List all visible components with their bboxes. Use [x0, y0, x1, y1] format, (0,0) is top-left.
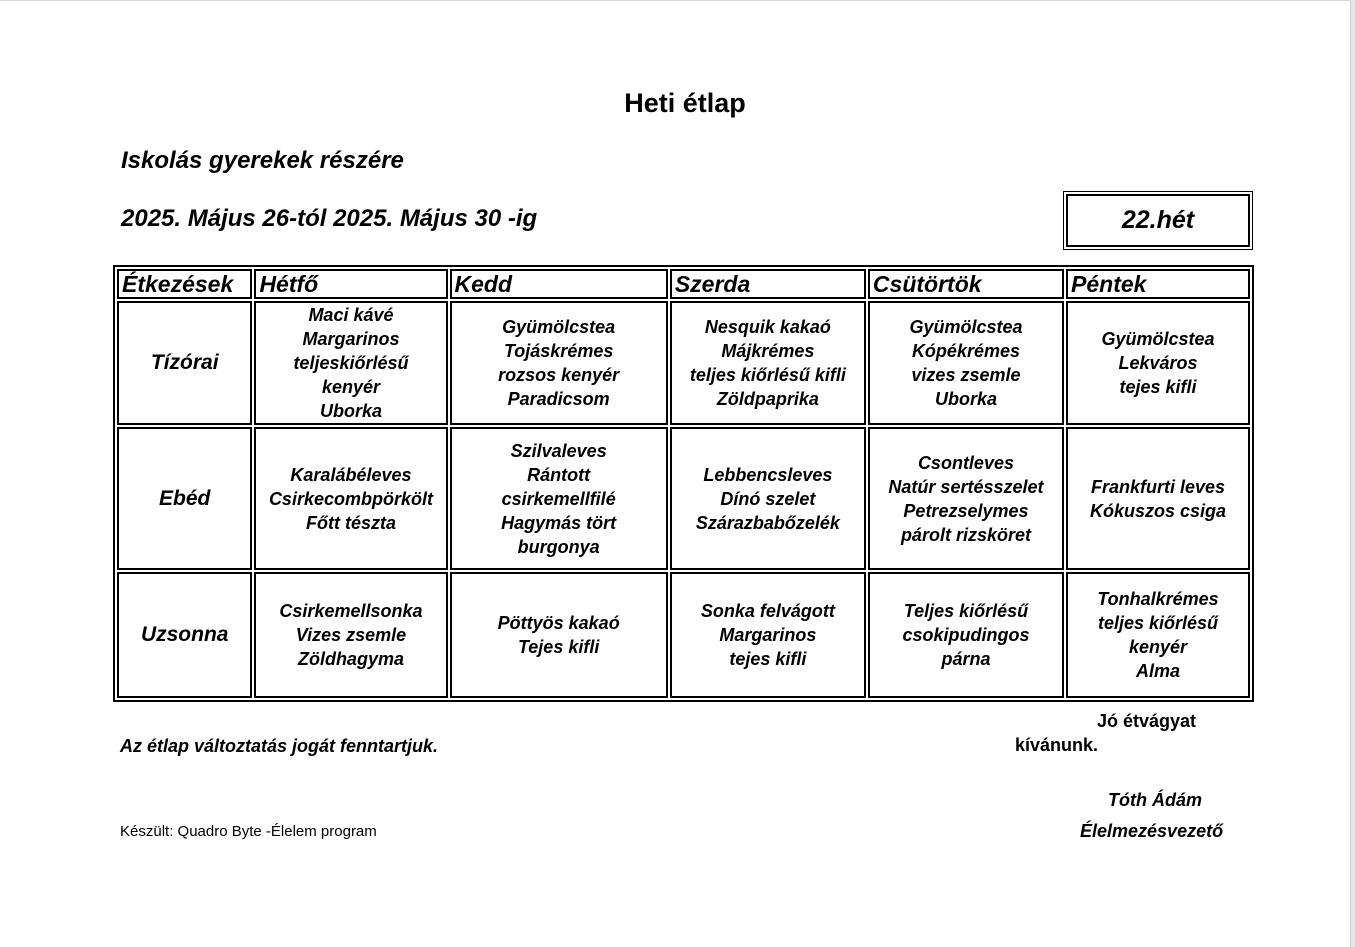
page-right-edge	[1350, 0, 1355, 947]
header-monday: Hétfő	[254, 269, 447, 299]
dish-line: Gyümölcstea	[502, 317, 616, 337]
dish-line: teljes kiőrlésű	[1097, 613, 1219, 633]
dish-line: Dínó szelet	[720, 488, 816, 509]
dish-line: Kókuszos csiga	[1089, 500, 1227, 521]
dish-line: Gyümölcstea	[1101, 329, 1215, 349]
dish-line: Lebbencsleves	[703, 464, 833, 485]
dish-line: Tojáskrémes	[503, 341, 614, 361]
date-range: 2025. Május 26-tól 2025. Május 30 -ig	[121, 205, 538, 232]
software-credit: Készült: Quadro Byte -Élelem program	[120, 823, 377, 840]
menu-cell-friday	[1066, 301, 1250, 425]
menu-cell-tuesday	[450, 427, 668, 570]
wish-line-2: kívánunk.	[1015, 735, 1099, 755]
menu-cell-thursday	[868, 427, 1064, 570]
menu-table	[113, 265, 1254, 702]
dish-line: Frankfurti leves	[1090, 476, 1226, 497]
dish-line: Hagymás tört	[501, 512, 617, 533]
dish-line: Uborka	[319, 401, 382, 421]
dish-line: Zöldpaprika	[716, 389, 819, 409]
dish-line: Lekváros	[1118, 353, 1198, 373]
table-row	[117, 301, 1250, 425]
dish-line: Tonhalkrémes	[1097, 589, 1219, 609]
meal-label: Tízórai	[117, 301, 252, 425]
dish-line: Margarinos	[302, 329, 400, 349]
table-row	[117, 572, 1250, 698]
dish-line: Maci kávé	[308, 305, 394, 325]
week-box	[1063, 191, 1253, 250]
dish-line: Teljes kiőrlésű	[903, 601, 1029, 621]
meal-label: Ebéd	[117, 427, 252, 570]
dish-line: Szilvaleves	[510, 440, 607, 461]
menu-cell-wednesday	[670, 427, 866, 570]
dish-line: tejes kifli	[1119, 377, 1197, 397]
menu-cell-friday	[1066, 427, 1250, 570]
dish-line: Nesquik kakaó	[704, 317, 831, 337]
dish-line: teljes kiőrlésű kifli	[689, 365, 846, 385]
header-thursday: Csütörtök	[868, 269, 1064, 299]
meal-label: Uzsonna	[117, 572, 252, 698]
header-friday: Péntek	[1066, 269, 1250, 299]
header-wednesday: Szerda	[670, 269, 866, 299]
menu-cell-tuesday	[450, 301, 668, 425]
dish-line: Májkrémes	[721, 341, 815, 361]
dish-line: Vizes zsemle	[295, 625, 407, 645]
dish-line: csokipudingos	[902, 625, 1030, 645]
dish-line: Tejes kifli	[517, 637, 600, 657]
dish-line: rozsos kenyér	[498, 365, 620, 385]
dish-line: Petrezselymes	[903, 500, 1029, 521]
page-subtitle: Iskolás gyerekek részére	[121, 147, 404, 174]
menu-cell-wednesday	[670, 572, 866, 698]
dish-line: Alma	[1136, 661, 1181, 681]
header-tuesday: Kedd	[450, 269, 668, 299]
dish-line: párolt rizsköret	[900, 524, 1031, 545]
dish-line: Főtt tészta	[305, 512, 396, 533]
dish-line: kenyér	[321, 377, 380, 397]
wish-line-1: Jó étvágyat	[1097, 711, 1197, 731]
menu-cell-monday	[254, 572, 447, 698]
menu-cell-monday	[254, 427, 447, 570]
change-notice: Az étlap változtatás jogát fenntartjuk.	[120, 736, 439, 756]
dish-line: párna	[941, 649, 991, 669]
dish-line: kenyér	[1128, 637, 1188, 657]
dish-line: Zöldhagyma	[297, 649, 404, 669]
dish-line: burgonya	[517, 536, 600, 557]
dish-line: Sonka felvágott	[700, 601, 835, 621]
dish-line: vizes zsemle	[911, 365, 1021, 385]
dish-line: Rántott	[527, 464, 591, 485]
dish-line: Szárazbabőzelék	[695, 512, 840, 533]
header-meals: Étkezések	[117, 269, 252, 299]
dish-line: Uborka	[934, 389, 997, 409]
page-top-edge	[0, 0, 1355, 1]
dish-line: tejes kifli	[729, 649, 807, 669]
dish-line: Pöttyös kakaó	[497, 613, 620, 633]
header-row	[117, 269, 1250, 299]
table-row	[117, 427, 1250, 570]
menu-cell-tuesday	[450, 572, 668, 698]
dish-line: teljeskiőrlésű	[293, 353, 409, 373]
dish-line: Karalábéleves	[290, 464, 412, 485]
dish-line: Paradicsom	[507, 389, 610, 409]
menu-cell-thursday	[868, 301, 1064, 425]
dish-line: Margarinos	[719, 625, 817, 645]
dish-line: Gyümölcstea	[909, 317, 1023, 337]
signer-name: Tóth Ádám	[1108, 790, 1202, 810]
dish-line: Csontleves	[917, 452, 1014, 473]
dish-line: Csirkemellsonka	[279, 601, 423, 621]
menu-cell-friday	[1066, 572, 1250, 698]
dish-line: Kópékrémes	[911, 341, 1020, 361]
dish-line: Natúr sertésszelet	[888, 476, 1044, 497]
menu-cell-thursday	[868, 572, 1064, 698]
dish-line: csirkemellfilé	[501, 488, 616, 509]
menu-cell-wednesday	[670, 301, 866, 425]
menu-cell-monday	[254, 301, 447, 425]
dish-line: Csirkecombpörkölt	[268, 488, 433, 509]
page-title: Heti étlap	[624, 88, 746, 118]
week-number: 22.hét	[1066, 194, 1250, 247]
signer-role: Élelmezésvezető	[1080, 821, 1224, 841]
